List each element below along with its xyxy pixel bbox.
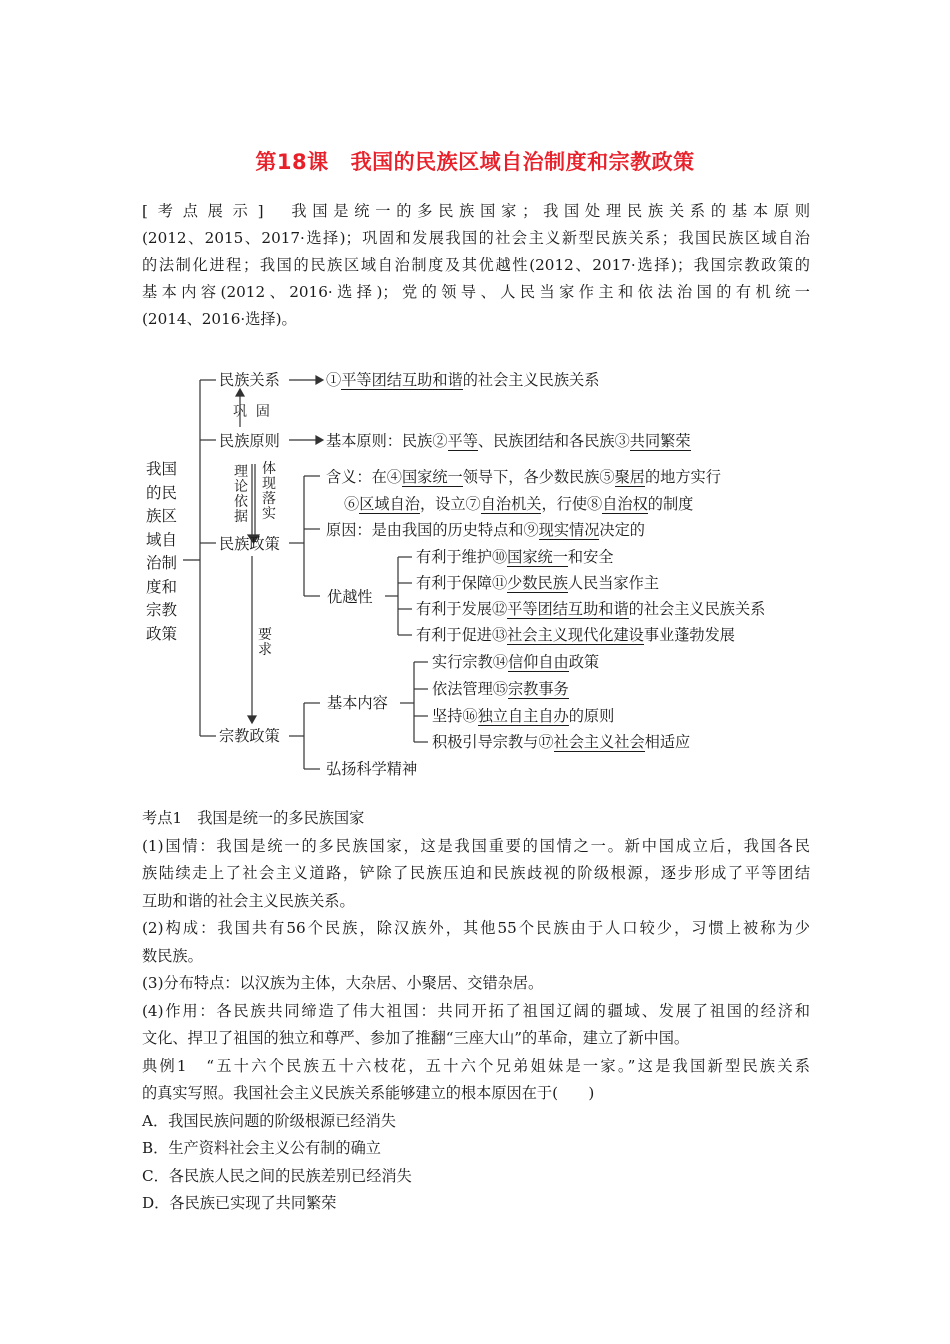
item-text: 依法管理⑮: [432, 680, 508, 698]
item-text: 含义：在④: [326, 468, 402, 486]
lesson-name: 我国的民族区域自治制度和宗教政策: [350, 150, 695, 174]
intro-line-4: 基本内容(2012、2016·选择)；党的领导、人民当家作主和依法治国的有机统一: [142, 283, 810, 301]
char: 论: [234, 479, 248, 495]
paragraph-line: 族陆续走上了社会主义道路，铲除了民族压迫和民族歧视的阶级根源，逐步形成了平等团结: [142, 864, 810, 882]
root-line: 域自: [146, 530, 178, 549]
paragraph-line: (3)分布特点：以汉族为主体，大杂居、小聚居、交错杂居。: [142, 974, 544, 992]
blank-answer: 平等团结互助和谐: [507, 600, 629, 618]
item-equality-relations: [326, 370, 599, 390]
item-text: 决定的: [599, 521, 645, 539]
item-text: ，设立⑦: [419, 495, 481, 513]
intro-text-1: 我国是统一的多民族国家；我国处理民族关系的基本原则: [285, 202, 811, 220]
root-line: 政策: [146, 624, 178, 643]
label-basic-content: 基本内容: [327, 694, 388, 712]
blank-answer: 国家统一: [401, 468, 463, 486]
blank-answer: 共同繁荣: [629, 432, 691, 450]
item-text: 、民族团结和各民族③: [477, 432, 630, 450]
blank-answer: 少数民族: [507, 574, 568, 592]
religion-item-2: [432, 679, 569, 699]
item-text: 基本原则：民族②: [326, 432, 448, 450]
lesson-number: 第18课: [255, 150, 329, 174]
advantage-2: [416, 573, 659, 593]
branch-religion-policy: 宗教政策: [219, 727, 280, 745]
item-text: 事业蓬勃发展: [643, 626, 735, 644]
root-line: 的民: [146, 483, 178, 502]
option-c: C．各民族人民之间的民族差别已经消失: [142, 1166, 412, 1185]
paragraph-line: 互助和谐的社会主义民族关系。: [142, 891, 355, 910]
item-basic-principles: [326, 431, 691, 451]
blank-answer: 现实情况: [538, 521, 600, 539]
paragraph-line: (1)国情：我国是统一的多民族国家，这是我国重要的国情之一。新中国成立后，我国各民: [142, 836, 810, 855]
char: 固: [255, 404, 270, 420]
exam-points-tag: [考点展示]: [142, 202, 268, 220]
item-text: 坚持⑯: [432, 707, 478, 725]
religion-item-3: [432, 706, 614, 726]
char: 求: [258, 642, 272, 658]
item-text: 的制度: [647, 495, 694, 513]
paragraph-line: 数民族。: [142, 946, 203, 965]
advantage-3: [416, 599, 765, 619]
item-text: 相适应: [644, 733, 691, 751]
item-text: 人民当家作主: [567, 574, 659, 592]
item-meaning-line2: [344, 494, 693, 514]
item-text: ①: [326, 371, 342, 389]
item-text: 有利于发展⑫: [416, 600, 508, 618]
blank-answer: 平等团结互助和谐: [341, 371, 463, 389]
blank-answer: 独立自主自办: [477, 707, 569, 725]
char: 巩: [233, 404, 247, 420]
label-requirement: [257, 628, 273, 658]
item-meaning-line1: [326, 467, 721, 487]
label-embodiment: [261, 462, 277, 522]
item-text: 领导下，各少数民族⑤: [462, 468, 615, 486]
label-theoretical-basis: [233, 465, 249, 525]
item-text: 的社会主义民族关系: [628, 600, 766, 618]
advantage-4: [416, 625, 735, 645]
label-advantages: 优越性: [327, 588, 373, 606]
blank-answer: 国家统一: [507, 548, 568, 566]
section-heading: 考点1 我国是统一的多民族国家: [142, 809, 365, 827]
item-text: 政策: [568, 653, 600, 671]
item-text: 和安全: [567, 548, 614, 566]
char: 实: [262, 506, 276, 522]
item-science-spirit: 弘扬科学精神: [326, 760, 418, 778]
root-line: 度和: [146, 577, 178, 596]
mindmap-root: [146, 458, 186, 646]
root-line: 治制: [146, 554, 178, 572]
blank-answer: 宗教事务: [507, 680, 569, 698]
option-d: D．各民族已实现了共同繁荣: [142, 1194, 337, 1212]
example-line: 典例1 “五十六个民族五十六枝花，五十六个兄弟姐妹是一家。”这是我国新型民族关系: [142, 1056, 810, 1075]
char: 体: [262, 461, 276, 477]
paragraph-line: (2)构成：我国共有56个民族，除汉族外，其他55个民族由于人口较少，习惯上被称为少: [142, 919, 810, 937]
item-text: 有利于维护⑩: [416, 548, 508, 566]
item-text: 有利于促进⑬: [416, 626, 508, 644]
item-text: ⑥: [344, 495, 360, 513]
intro-line-2: (2012、2015、2017·选择)；巩固和发展我国的社会主义新型民族关系；我国民族区域自治: [142, 229, 810, 247]
char: 据: [234, 509, 248, 525]
blank-answer: 自治权: [602, 495, 648, 513]
paragraph-line: (4)作用：各民族共同缔造了伟大祖国：共同开拓了祖国辽阔的疆域、发展了祖国的经济和: [142, 1001, 810, 1020]
example-line: 的真实写照。我国社会主义民族关系能够建立的根本原因在于( ): [142, 1084, 595, 1102]
option-a: A．我国民族问题的阶级根源已经消失: [142, 1111, 396, 1130]
char: 依: [234, 494, 248, 510]
label-consolidate: [233, 405, 270, 420]
section-body: [142, 805, 810, 1218]
advantage-1: [416, 547, 613, 567]
branch-ethnic-relations: 民族关系: [219, 371, 280, 389]
blank-answer: 自治机关: [480, 495, 542, 513]
item-text: 积极引导宗教与⑰: [432, 733, 554, 751]
item-text: 的地方实行: [644, 468, 721, 486]
item-text: 的社会主义民族关系: [462, 371, 600, 389]
char: 要: [258, 627, 272, 643]
item-text: 有利于保障⑪: [416, 574, 508, 592]
char: 落: [262, 491, 276, 507]
branch-ethnic-policy: 民族政策: [219, 535, 280, 553]
intro-line-3: 的法制化进程；我国的民族区域自治制度及其优越性(2012、2017·选择)；我国宗教政策的: [142, 256, 810, 274]
item-text: 原因：是由我国的历史特点和⑨: [326, 521, 539, 539]
blank-answer: 聚居: [614, 468, 645, 486]
blank-answer: 社会主义现代化建设: [507, 626, 644, 644]
paragraph-line: 文化、捍卫了祖国的独立和尊严、参加了推翻“三座大山”的革命，建立了新中国。: [142, 1029, 690, 1047]
char: 现: [262, 476, 276, 492]
root-line: 族区: [146, 507, 178, 525]
item-reason: [326, 520, 645, 540]
char: 理: [234, 464, 248, 480]
blank-answer: 平等: [447, 432, 478, 450]
item-text: 的原则: [568, 707, 615, 725]
religion-item-4: [432, 732, 690, 752]
root-line: 宗教: [146, 601, 178, 619]
branch-ethnic-principles: 民族原则: [219, 432, 280, 450]
intro-line-5: (2014、2016·选择)。: [142, 310, 297, 328]
blank-answer: 信仰自由: [507, 653, 569, 671]
religion-item-1: [432, 652, 599, 672]
blank-answer: 社会主义社会: [553, 733, 645, 751]
item-text: ，行使⑧: [541, 495, 603, 513]
blank-answer: 区域自治: [359, 495, 420, 513]
item-text: 实行宗教⑭: [432, 653, 508, 671]
root-line: 我国: [146, 460, 178, 478]
option-b: B．生产资料社会主义公有制的确立: [142, 1139, 381, 1157]
